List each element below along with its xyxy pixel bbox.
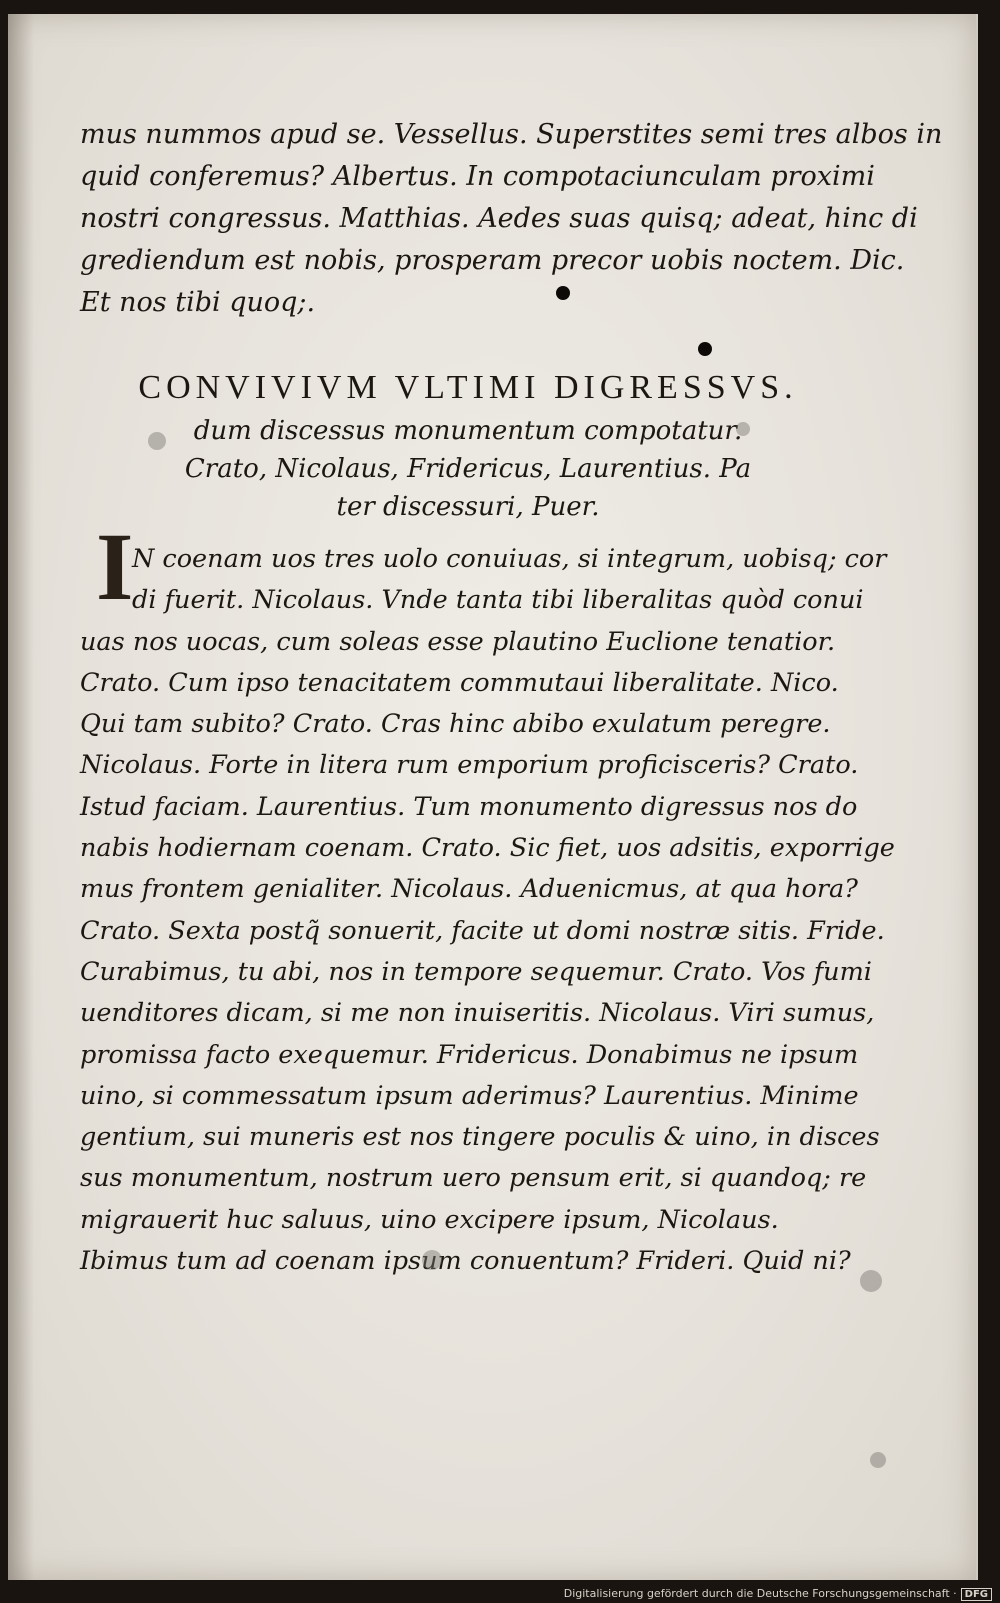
text-line: Nicolaus. Forte in litera rum emporium proficisceris? Crato. bbox=[80, 750, 859, 781]
text-line: uino, si commessatum ipsum aderimus? Laurentius. Minime bbox=[80, 1080, 859, 1111]
text-line: promissa facto exequemur. Fridericus. Donabimus ne ipsum bbox=[80, 1039, 859, 1070]
dialogue-paragraph bbox=[80, 539, 895, 1282]
text-line: uenditores dicam, si me non inuiseritis. Nicolaus. Viri sumus, bbox=[80, 998, 875, 1029]
text-line: mus frontem genialiter. Nicolaus. Aduenicmus, at qua hora? bbox=[80, 874, 858, 905]
text-line: Istud faciam. Laurentius. Tum monumento digressus nos do bbox=[80, 791, 858, 822]
text-line: Ibimus tum ad coenam ipsum conuentum? Frideri. Quid ni? bbox=[80, 1246, 851, 1277]
dfg-logo: DFG bbox=[961, 1588, 992, 1601]
ink-spot bbox=[698, 342, 712, 356]
drop-initial: I bbox=[96, 513, 134, 620]
text-line: Et nos tibi quoq;. bbox=[80, 287, 316, 318]
text-line: N coenam uos tres uolo conuiuas, si integrum, uobisq; cor bbox=[132, 544, 887, 574]
text-line: grediendum est nobis, prosperam precor uobis noctem. Dic. bbox=[80, 245, 905, 276]
text-line: Curabimus, tu abi, nos in tempore sequemur. Crato. Vos fumi bbox=[80, 956, 872, 987]
book-page bbox=[8, 14, 978, 1580]
credit-text: Digitalisierung gefördert durch die Deutsche Forschungsgemeinschaft bbox=[563, 1587, 950, 1600]
text-line: nabis hodiernam coenam. Crato. Sic fiet, uos adsitis, exporrige bbox=[80, 833, 895, 864]
text-line: sus monumentum, nostrum uero pensum erit, si quandoq; re bbox=[80, 1163, 867, 1194]
text-line: uas nos uocas, cum soleas esse plautino Euclione tenatior. bbox=[80, 626, 836, 657]
text-line: mus nummos apud se. Vessellus. Superstites semi tres albos in bbox=[80, 119, 943, 150]
subheading-line: dum discessus monumentum compotatur. bbox=[193, 416, 743, 446]
text-line: Crato. Sexta postq̃ sonuerit, facite ut domi nostræ sitis. Fride. bbox=[80, 915, 885, 946]
text-line: migrauerit huc saluus, uino excipere ipsum, Nicolaus. bbox=[80, 1204, 779, 1235]
text-line: di fuerit. Nicolaus. Vnde tanta tibi liberalitas quòd conui bbox=[132, 585, 864, 616]
subheading-line: Crato, Nicolaus, Fridericus, Laurentius. Pa bbox=[184, 454, 752, 484]
text-line: gentium, sui muneris est nos tingere poculis & uino, in disces bbox=[80, 1122, 880, 1153]
stain-spot bbox=[860, 1270, 882, 1292]
subheading-line: ter discessuri, Puer. bbox=[336, 492, 600, 522]
gutter-shadow bbox=[8, 14, 34, 1580]
text-line: Crato. Cum ipso tenacitatem commutaui liberalitate. Nico. bbox=[80, 667, 839, 698]
stain-spot bbox=[736, 422, 750, 436]
top-paragraph bbox=[80, 114, 943, 324]
stain-spot bbox=[422, 1250, 442, 1270]
ink-spot bbox=[556, 286, 570, 300]
stain-spot bbox=[870, 1452, 886, 1468]
stain-spot bbox=[148, 432, 166, 450]
digitization-credit: Digitalisierung gefördert durch die Deutsche Forschungsgemeinschaft · DFG bbox=[564, 1587, 992, 1601]
section-heading: CONVIVIVM VLTIMI DIGRESSVS. bbox=[138, 369, 798, 406]
text-line: nostri congressus. Matthias. Aedes suas quisq; adeat, hinc di bbox=[80, 203, 918, 234]
text-line: Qui tam subito? Crato. Cras hinc abibo exulatum peregre. bbox=[80, 709, 831, 740]
text-line: quid conferemus? Albertus. In compotaciunculam proximi bbox=[80, 161, 875, 192]
